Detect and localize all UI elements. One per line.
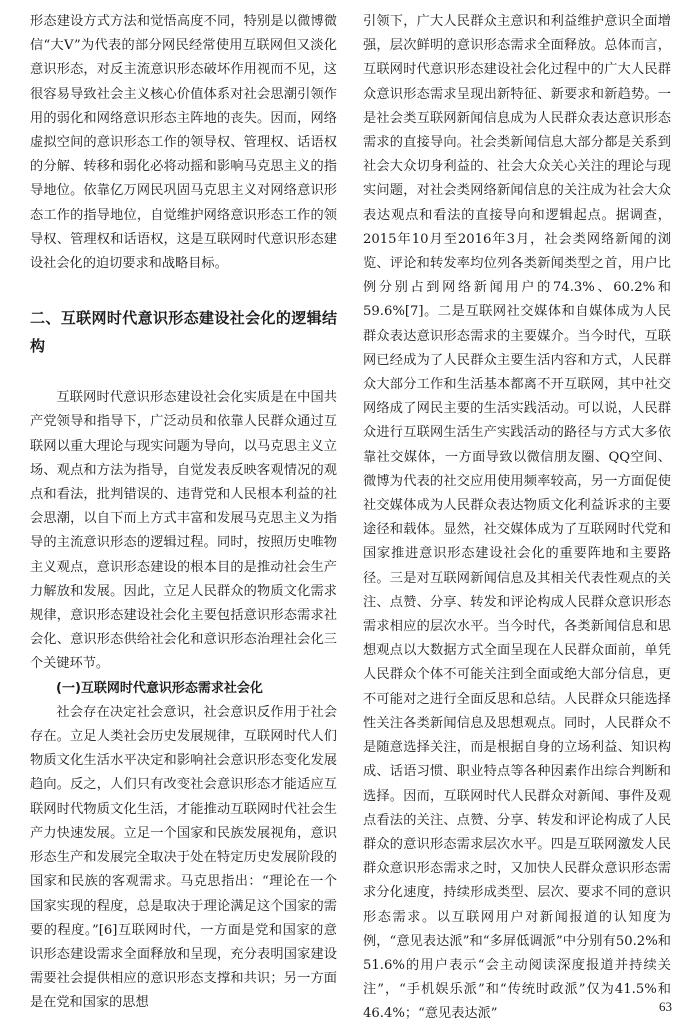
left-column xyxy=(30,10,337,1016)
left-paragraph-3: 社会存在决定社会意识，社会意识反作用于社会存在。立足人类社会历史发展规律，互联网时代人们物质文化生活水平决定和影响社会意识形态变化发展趋向。反之，人们只有改变社会意识形态才能适应互联网时代物质文化生活，才能推动互联网时代社会生产力快速发展。立足一个国家和民族发展视角，意识形态生产和发展完全取决于处在特定历史发展阶段的国家和民族的客观需求。马克思指出：“理论在一个国家实现的程度，总是取决于理论满足这个国家的需要的程度。”[6]互联网时代，一方面是党和国家的意识形态建设需求全面释放和呈现，充分表明国家建设需要社会提供相应的意识形态支撑和共识；另一方面是在党和国家的思想 xyxy=(30,704,337,1011)
page-number: 63 xyxy=(659,999,672,1014)
section-heading: 二、互联网时代意识形态建设社会化的逻辑结构 xyxy=(30,309,337,356)
right-column xyxy=(363,10,671,1027)
left-paragraph-2: 互联网时代意识形态建设社会化实质是在中国共产党领导和指导下，广泛动员和依靠人民群众通过互联网以重大理论与现实问题为导向，以马克思主义立场、观点和方法为指导，自觉发表反映客观情况的观点和看法，批判错误的、违背党和人民根本利益的社会思潮，以自下而上方式丰富和发展马克思主义为指导的主流意识形态的逻辑过程。同时，按照历史唯物主义观点，意识形态建设的根本目的是推动社会生产力解放和发展。因此，立足人民群众的物质文化需求规律，意识形态建设社会化主要包括意识形态需求社会化、意识形态供给社会化和意识形态治理社会化三个关键环节。 xyxy=(30,390,337,672)
subsection-heading: (一)互联网时代意识形态需求社会化 xyxy=(56,680,263,696)
right-paragraph-1: 引领下，广大人民群众主意识和利益维护意识全面增强，层次鲜明的意识形态需求全面释放。总体而言，互联网时代意识形态建设社会化过程中的广大人民群众意识形态需求呈现出新特征、新要求和新趋势。一是社会类互联网新闻信息成为人民群众表达意识形态需求的直接导向。社会类新闻信息大部分都是关系到社会大众切身利益的、社会大众关心关注的理论与现实问题，对社会类网络新闻信息的关注成为社会大众表达观点和看法的直接导向和逻辑起点。据调查，2015年10月至2016年3月，社会类网络新闻的浏览、评论和转发率均位列各类新闻类型之首，用户比例分别占到网络新闻用户的74.3%、60.2%和59.6%[7]。二是互联网社交媒体和自媒体成为人民群众表达意识形态需求的主要媒介。当今时代，互联网已经成为了人民群众主要生活内容和方式，人民群众大部分工作和生活基本都离不开互联网，其中社交网络成了网民主要的生活实践活动。可以说，人民群众进行互联网生活生产实践活动的路径与方式大多依靠社交媒体，一方面导致以微信朋友圈、QQ空间、微博为代表的社交应用使用频率较高，另一方面促使社交媒体成为人民群众表达物质文化利益诉求的主要途径和载体。显然，社交媒体成为了互联网时代党和国家推进意识形态建设社会化的重要阵地和主要路径。三是对互联网新闻信息及其相关代表性观点的关注、点赞、分享、转发和评论构成人民群众意识形态需求相应的层次水平。当今时代，各类新闻信息和思想观点以大数据方式全面呈现在人民群众面前，单凭人民群众个体不可能关注到全面或绝大部分信息，更不可能对之进行全面反思和总结。人民群众只能选择性关注各类新闻信息及思想观点。同时，人民群众不是随意选择关注，而是根据自身的立场利益、知识构成、话语习惯、职业特点等各种因素作出综合判断和选择。因而，互联网时代人民群众对新闻、事件及观点看法的关注、点赞、分享、转发和评论构成了人民群众的意识形态需求层次水平。四是互联网激发人民群众意识形态需求之时，又加快人民群众意识形态需求分化速度，持续形成类型、层次、要求不同的意识形态需求。以互联网用户对新闻报道的认知度为例，“意见表达派”和“多屏低调派”中分别有50.2%和51.6%的用户表示“会主动阅读深度报道并持续关注”，“手机娱乐派”和“传统时政派”仅为41.5%和46.4%；“意见表达派” xyxy=(363,14,671,1022)
left-paragraph-1: 形态建设方式方法和觉悟高度不同，特别是以微博微信“大V”为代表的部分网民经常使用互联网但又淡化意识形态，对反主流意识形态破坏作用视而不见，这很容易导致社会主义核心价值体系对社会思潮引领作用的弱化和网络意识形态主阵地的丧失。因而，网络虚拟空间的意识形态工作的领导权、管理权、话语权的分解、转移和弱化必将动摇和影响马克思主义的指导地位。依靠亿万网民巩固马克思主义对网络意识形态工作的指导地位，自觉维护网络意识形态工作的领导权、管理权和话语权，这是互联网时代意识形态建设社会化的迫切要求和战略目标。 xyxy=(30,14,337,272)
